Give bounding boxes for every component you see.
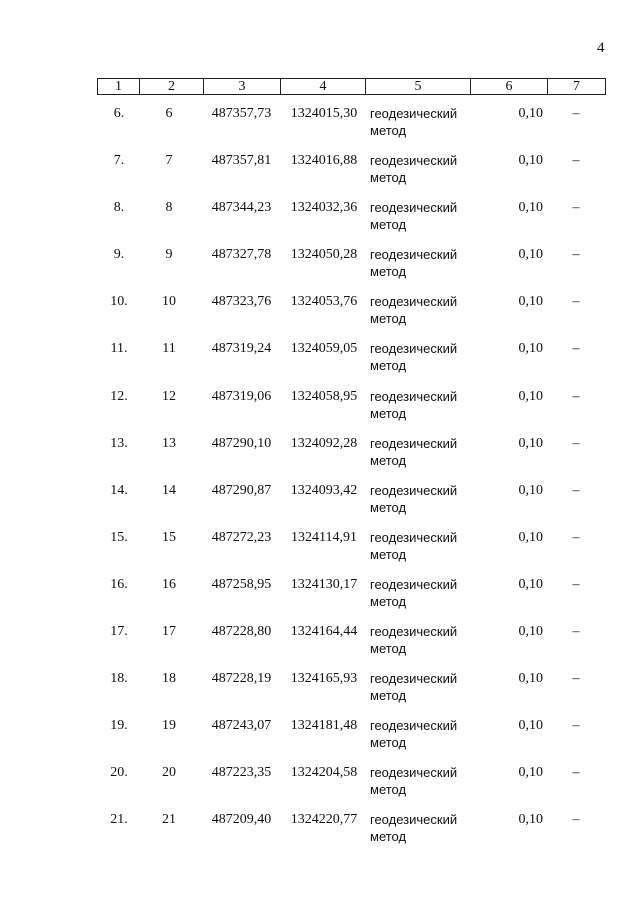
note-dash: – [572, 106, 580, 121]
coordinate-y: 1324181,48 [290, 718, 358, 734]
point-number: 19 [162, 718, 176, 734]
header-col-3: 3 [204, 79, 281, 95]
point-number: 16 [162, 576, 176, 592]
note-dash: – [572, 529, 580, 545]
note-dash: – [572, 576, 580, 592]
precision-value: 0,10 [518, 576, 543, 592]
determination-method: геодезический метод [370, 624, 458, 657]
coordinate-y: 1324016,88 [290, 153, 358, 169]
point-number: 8 [165, 200, 173, 216]
table-row [0, 152, 640, 199]
table-row [0, 246, 640, 293]
note-dash: – [572, 294, 580, 310]
point-number: 6 [165, 106, 173, 121]
table-body [0, 105, 640, 859]
table-row [0, 811, 640, 858]
precision-value: 0,10 [518, 812, 543, 828]
coordinate-y: 1324114,91 [291, 529, 357, 545]
determination-method: геодезический метод [370, 765, 458, 798]
coordinate-y: 1324130,17 [290, 576, 358, 592]
precision-value: 0,10 [518, 529, 543, 545]
determination-method: геодезический метод [370, 106, 458, 138]
note-dash: – [572, 247, 580, 263]
row-number: 19. [110, 718, 128, 734]
precision-value: 0,10 [518, 200, 543, 216]
note-dash: – [572, 624, 580, 640]
coordinate-y: 1324053,76 [290, 294, 358, 310]
coordinate-y: 1324050,28 [290, 247, 358, 263]
row-number: 21. [110, 812, 128, 828]
determination-method: геодезический метод [370, 200, 458, 233]
precision-value: 0,10 [518, 388, 543, 404]
point-number: 12 [162, 388, 176, 404]
point-number: 20 [162, 765, 176, 781]
table-row [0, 717, 640, 764]
row-number: 20. [110, 765, 128, 781]
determination-method: геодезический метод [370, 812, 458, 845]
point-number: 11 [162, 341, 176, 357]
coordinate-x: 487357,73 [211, 106, 272, 121]
note-dash: – [572, 718, 580, 734]
table-row [0, 388, 640, 435]
table-row [0, 576, 640, 623]
header-col-4: 4 [281, 79, 366, 95]
row-number: 7. [113, 153, 125, 169]
header-col-5: 5 [366, 79, 471, 95]
table-row [0, 764, 640, 811]
determination-method: геодезический метод [370, 153, 458, 186]
coordinate-x: 487327,78 [211, 247, 272, 263]
precision-value: 0,10 [518, 482, 543, 498]
coordinate-y: 1324204,58 [290, 765, 358, 781]
note-dash: – [572, 153, 580, 169]
coordinate-x: 487228,80 [211, 624, 272, 640]
point-number: 17 [162, 624, 176, 640]
coordinate-x: 487223,35 [211, 765, 272, 781]
determination-method: геодезический метод [370, 247, 458, 280]
coordinate-x: 487290,10 [211, 435, 272, 451]
page-number: 4 [597, 40, 605, 56]
determination-method: геодезический метод [370, 435, 458, 468]
row-number: 17. [110, 624, 128, 640]
row-number: 12. [110, 388, 128, 404]
coordinate-x: 487272,23 [211, 529, 272, 545]
precision-value: 0,10 [518, 671, 543, 687]
determination-method: геодезический метод [370, 341, 458, 374]
coordinate-x: 487209,40 [211, 812, 272, 828]
precision-value: 0,10 [518, 341, 543, 357]
table-row [0, 199, 640, 246]
row-number: 16. [110, 576, 128, 592]
table-row [0, 340, 640, 387]
row-number: 11. [110, 341, 128, 357]
coordinate-y: 1324165,93 [290, 671, 358, 687]
coordinate-y: 1324015,30 [290, 106, 358, 121]
precision-value: 0,10 [518, 153, 543, 169]
precision-value: 0,10 [518, 294, 543, 310]
row-number: 13. [110, 435, 128, 451]
coordinate-x: 487243,07 [211, 718, 272, 734]
coordinate-y: 1324059,05 [290, 341, 358, 357]
precision-value: 0,10 [518, 765, 543, 781]
row-number: 14. [110, 482, 128, 498]
coordinate-y: 1324058,95 [290, 388, 358, 404]
coordinate-y: 1324164,44 [290, 624, 358, 640]
row-number: 10. [110, 294, 128, 310]
point-number: 7 [165, 153, 173, 169]
point-number: 10 [162, 294, 176, 310]
note-dash: – [572, 812, 580, 828]
table-row [0, 293, 640, 340]
point-number: 21 [162, 812, 176, 828]
point-number: 13 [162, 435, 176, 451]
note-dash: – [572, 435, 580, 451]
coordinate-x: 487323,76 [211, 294, 272, 310]
table-row [0, 670, 640, 717]
table-row [0, 529, 640, 576]
table-header [97, 78, 606, 95]
point-number: 15 [162, 529, 176, 545]
determination-method: геодезический метод [370, 388, 458, 421]
determination-method: геодезический метод [370, 671, 458, 704]
precision-value: 0,10 [518, 106, 543, 121]
precision-value: 0,10 [518, 718, 543, 734]
coordinate-y: 1324032,36 [290, 200, 358, 216]
note-dash: – [572, 200, 580, 216]
row-number: 18. [110, 671, 128, 687]
coordinate-x: 487319,24 [211, 341, 272, 357]
header-col-6: 6 [471, 79, 548, 95]
row-number: 15. [110, 529, 128, 545]
header-col-7: 7 [548, 79, 606, 95]
table-row [0, 623, 640, 670]
note-dash: – [572, 388, 580, 404]
coordinate-x: 487357,81 [211, 153, 272, 169]
coordinate-x: 487228,19 [211, 671, 272, 687]
precision-value: 0,10 [518, 624, 543, 640]
point-number: 14 [162, 482, 176, 498]
header-col-2: 2 [140, 79, 204, 95]
header-col-1: 1 [98, 79, 140, 95]
determination-method: геодезический метод [370, 482, 458, 515]
coordinate-y: 1324092,28 [290, 435, 358, 451]
coordinate-x: 487290,87 [211, 482, 272, 498]
determination-method: геодезический метод [370, 718, 458, 751]
coordinate-x: 487258,95 [211, 576, 272, 592]
table-row [0, 482, 640, 529]
note-dash: – [572, 482, 580, 498]
point-number: 9 [165, 247, 173, 263]
note-dash: – [572, 341, 580, 357]
row-number: 9. [113, 247, 125, 263]
precision-value: 0,10 [518, 435, 543, 451]
coordinate-y: 1324093,42 [290, 482, 358, 498]
row-number: 6. [113, 106, 125, 121]
precision-value: 0,10 [518, 247, 543, 263]
determination-method: геодезический метод [370, 529, 458, 562]
table-row [0, 435, 640, 482]
point-number: 18 [162, 671, 176, 687]
row-number: 8. [113, 200, 125, 216]
coordinate-x: 487319,06 [211, 388, 272, 404]
note-dash: – [572, 671, 580, 687]
determination-method: геодезический метод [370, 294, 458, 327]
coordinate-y: 1324220,77 [290, 812, 358, 828]
determination-method: геодезический метод [370, 576, 458, 609]
note-dash: – [572, 765, 580, 781]
table-row [0, 105, 640, 152]
coordinate-x: 487344,23 [211, 200, 272, 216]
